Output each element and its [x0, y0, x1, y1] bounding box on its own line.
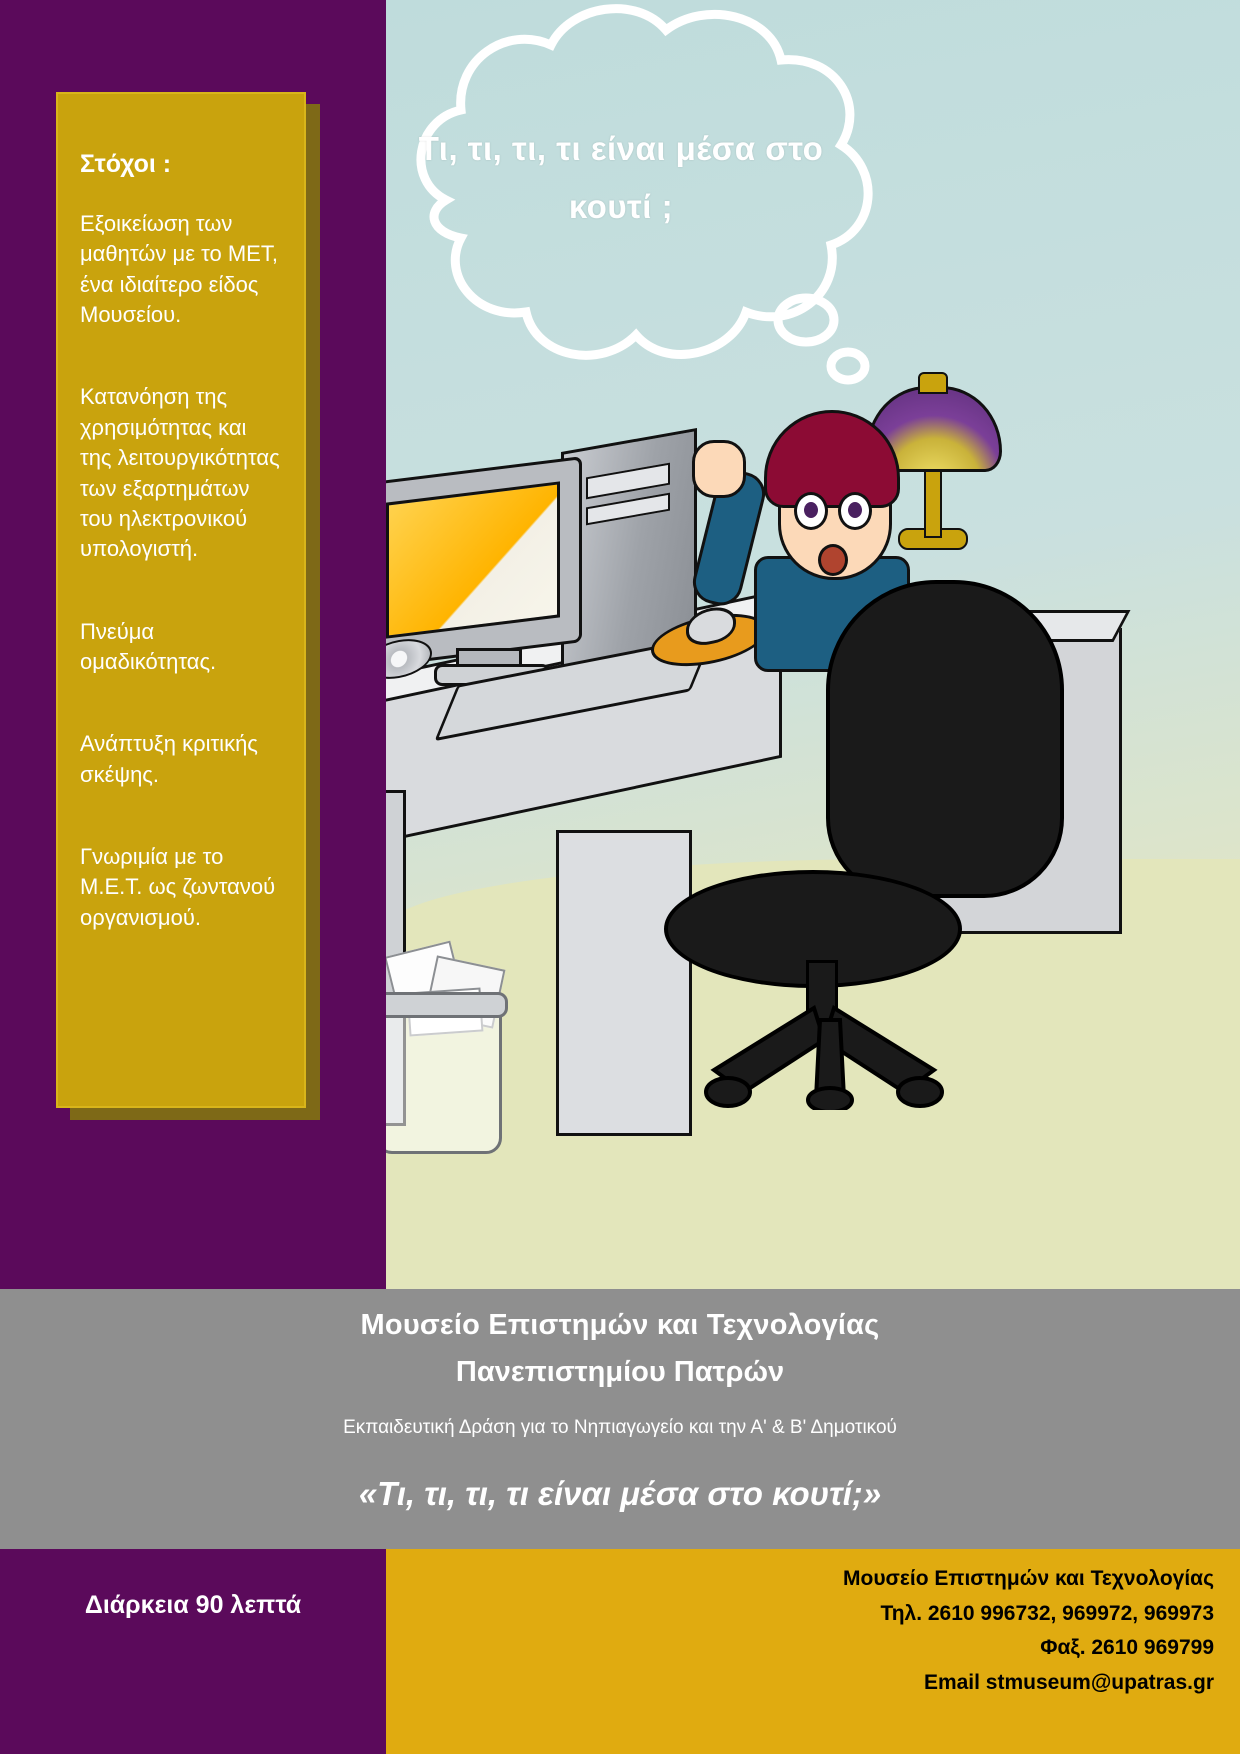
lamp-neck: [924, 462, 942, 538]
museum-name-line2: Πανεπιστημίου Πατρών: [455, 1356, 785, 1388]
goals-title: Στόχοι :: [80, 150, 172, 178]
goals-item-1: Εξοικείωση των μαθητών με το ΜΕΤ, ένα ιδιαίτερο είδος Μουσείου.: [80, 211, 278, 328]
contact-line-2: Τηλ. 2610 996732, 969972, 969973: [880, 1601, 1214, 1625]
boy-mouth: [818, 544, 848, 576]
waste-bin-rim: [386, 992, 508, 1018]
desk-pedestal: [556, 830, 692, 1136]
contact-line-email: Email stmuseum@upatras.gr: [923, 1670, 1214, 1694]
waste-bin: [386, 1000, 502, 1154]
office-chair-base: [704, 1000, 944, 1110]
contact-line-1: Μουσείο Επιστημών και Τεχνολογίας: [843, 1567, 1214, 1590]
activity-subtitle: Εκπαιδευτική Δράση για το Νηπιαγωγείο και την Α' & Β' Δημοτικού: [343, 1417, 897, 1438]
goals-item-4: Ανάπτυξη κριτικής σκέψης.: [80, 731, 258, 787]
contact-block: [514, 1562, 1214, 1701]
museum-name-line1: Μουσείο Επιστημών και Τεχνολογίας: [360, 1309, 880, 1341]
goals-box: [56, 92, 306, 1108]
activity-title-quote: «Τι, τι, τι, τι είναι μέσα στο κουτί;»: [358, 1475, 882, 1512]
footer-purple-panel: [0, 1549, 386, 1754]
goals-item-3: Πνεύμα ομαδικότητας.: [80, 618, 217, 674]
footer-bottom-strip-gold: [386, 1740, 1240, 1754]
thought-bubble-text: Τι, τι, τι, τι είναι μέσα στο κουτί ;: [418, 130, 824, 225]
lamp-finial: [918, 372, 948, 394]
title-band: [0, 1289, 1240, 1549]
illustration-scene: [386, 0, 1240, 1289]
contact-line-3: Φαξ. 2610 969799: [1040, 1636, 1214, 1660]
goals-item-5: Γνωριμία με το Μ.Ε.Τ. ως ζωντανού οργανισμού.: [80, 844, 276, 930]
goals-item-2: Κατανόηση της χρησιμότητας και της λειτουργικότητας των εξαρτημάτων του ηλεκτρονικού υπολογιστή.: [80, 384, 280, 562]
monitor-screen: [386, 481, 560, 638]
boy-pupil-right: [848, 502, 862, 518]
duration-label: Διάρκεια 90 λεπτά: [84, 1591, 302, 1619]
boy-pupil-left: [804, 502, 818, 518]
thought-bubble: [386, 0, 886, 430]
office-chair-back: [826, 580, 1064, 898]
boy-hand: [692, 440, 746, 498]
